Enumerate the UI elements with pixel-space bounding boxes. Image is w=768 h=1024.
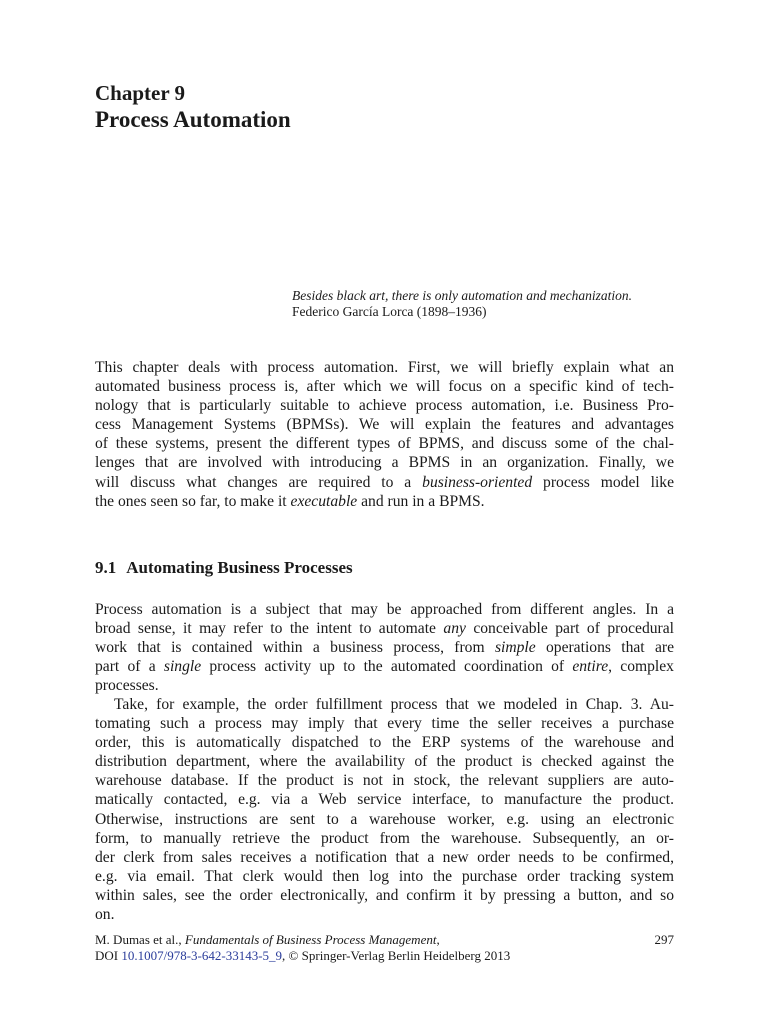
emphasis-entire: entire <box>572 658 609 676</box>
footer-doi-line <box>95 948 510 964</box>
text-line: der clerk from sales receives a notification that a new order needs to be confirmed, <box>95 848 674 866</box>
text-line: processes. <box>95 677 159 695</box>
text-fragment: operations that are <box>535 639 674 657</box>
text-line: distribution department, where the availability of the product is checked against the <box>95 753 674 771</box>
footer-publisher: , © Springer-Verlag Berlin Heidelberg 2013 <box>282 948 511 963</box>
epigraph <box>292 288 712 320</box>
text-fragment: process model like <box>532 473 674 491</box>
text-fragment: process activity up to the automated coordination of <box>201 658 573 676</box>
text-fragment: the ones seen so far, to make it <box>95 492 291 510</box>
epigraph-quote: Besides black art, there is only automation and mechanization. <box>292 288 632 303</box>
text-line: cess Management Systems (BPMSs). We will explain the features and advantages <box>95 416 674 434</box>
footer-citation <box>95 932 440 948</box>
text-line <box>95 657 674 676</box>
text-line: automated business process is, after which we will focus on a specific kind of tech- <box>95 378 674 396</box>
text-fragment: part of a <box>95 658 164 676</box>
text-line: tomating such a process may imply that every time the seller receives a purchase <box>95 715 674 733</box>
text-line <box>95 492 674 511</box>
emphasis-any: any <box>443 620 466 638</box>
section-paragraph-2 <box>95 695 674 924</box>
text-line: within sales, see the order electronically, and confirm it by pressing a button, and so <box>95 886 674 904</box>
text-line: nology that is particularly suitable to achieve process automation, i.e. Business Pro- <box>95 397 674 415</box>
text-line: This chapter deals with process automation. First, we will briefly explain what an <box>95 359 674 376</box>
text-line <box>95 473 674 492</box>
text-line: e.g. via email. That clerk would then log into the purchase order tracking system <box>95 867 674 885</box>
text-fragment: will discuss what changes are required to a <box>95 473 423 491</box>
footer-comma: , <box>436 932 440 947</box>
footer-authors: M. Dumas et al., <box>95 932 185 947</box>
emphasis-executable: executable <box>290 492 358 510</box>
text-line: lenges that are involved with introducing a BPMS in an organization. Finally, we <box>95 454 674 472</box>
text-line: form, to manually retrieve the product from the warehouse. Subsequently, an or- <box>95 829 674 847</box>
text-fragment: , complex <box>608 658 674 676</box>
epigraph-author: Federico García Lorca (1898–1936) <box>292 304 487 319</box>
emphasis-simple: simple <box>494 639 536 657</box>
text-line: Process automation is a subject that may be approached from different angles. In a <box>95 601 674 618</box>
text-line: warehouse database. If the product is not in stock, the relevant suppliers are auto- <box>95 772 674 790</box>
footer-book-title: Fundamentals of Business Process Management <box>184 932 437 947</box>
text-fragment: work that is contained within a business process, from <box>95 639 495 657</box>
section-heading <box>95 557 353 579</box>
text-line: of these systems, present the different types of BPMS, and discuss some of the chal- <box>95 435 674 453</box>
emphasis-single: single <box>163 658 202 676</box>
text-line: on. <box>95 906 115 924</box>
text-line <box>95 638 674 657</box>
chapter-title: Process Automation <box>95 107 291 132</box>
doi-link[interactable]: 10.1007/978-3-642-33143-5_9 <box>121 948 283 963</box>
footer-doi-row <box>95 948 674 964</box>
page-footer <box>95 932 674 964</box>
chapter-label: Chapter 9 <box>95 81 186 105</box>
footer-citation-row <box>95 932 674 948</box>
text-line: order, this is automatically dispatched to the ERP systems of the warehouse and <box>95 734 674 752</box>
text-fragment: conceivable part of procedural <box>465 620 674 638</box>
text-fragment: and run in a BPMS. <box>357 492 485 510</box>
text-line: Otherwise, instructions are sent to a warehouse worker, e.g. using an electronic <box>95 810 674 828</box>
text-line: matically contacted, e.g. via a Web service interface, to manufacture the product. <box>95 791 674 809</box>
doi-prefix: DOI <box>95 948 122 963</box>
section-title: Automating Business Processes <box>126 558 353 577</box>
emphasis-business-oriented: business-oriented <box>422 473 533 491</box>
page-number: 297 <box>654 932 674 947</box>
section-paragraph-1 <box>95 600 674 695</box>
text-line <box>95 619 674 638</box>
intro-paragraph <box>95 358 674 511</box>
text-fragment: broad sense, it may refer to the intent to automate <box>95 620 444 638</box>
section-number: 9.1 <box>95 558 117 577</box>
text-line: Take, for example, the order fulfillment process that we modeled in Chap. 3. Au- <box>114 696 674 713</box>
